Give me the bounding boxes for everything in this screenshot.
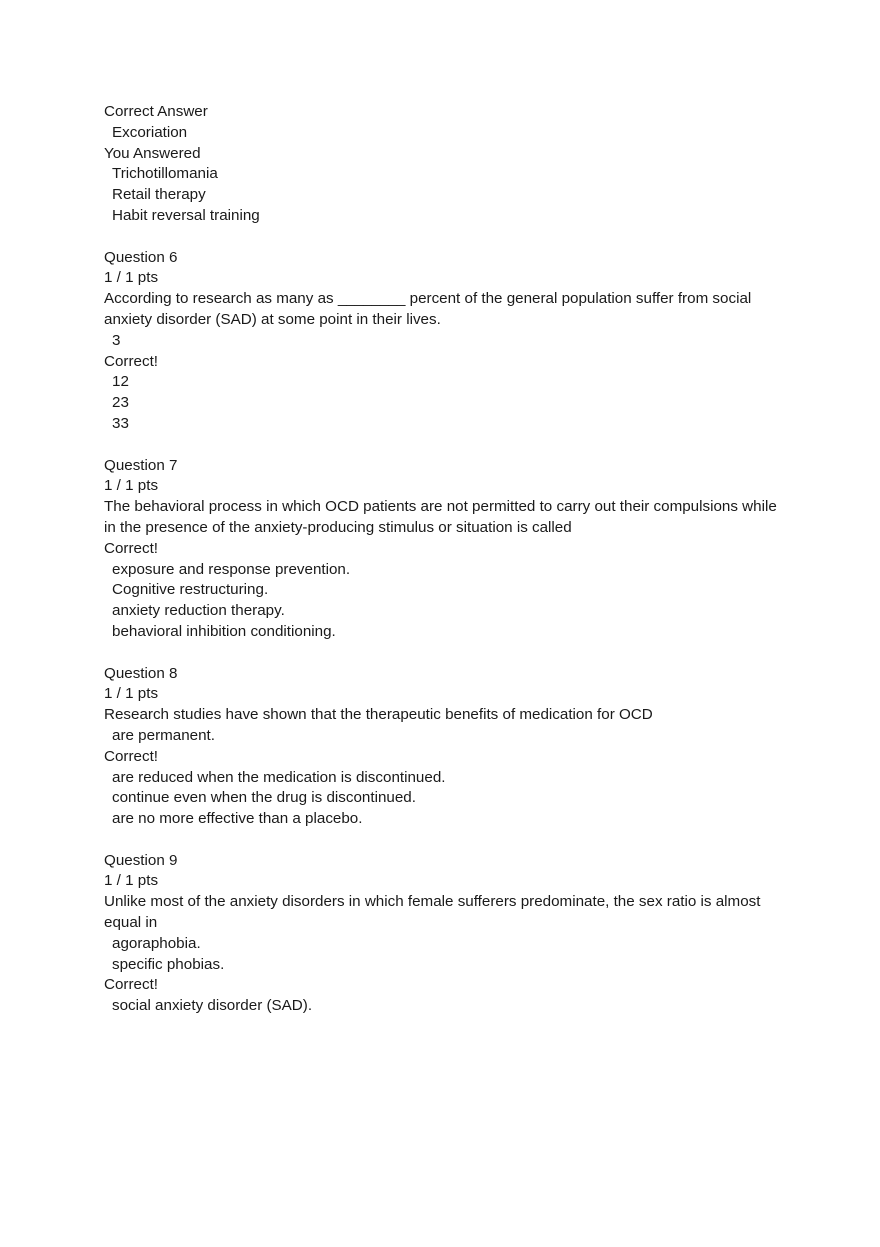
correct-label: Correct! [104,976,159,994]
answer-option-correct: exposure and response prevention. [112,560,351,578]
question-7 [104,456,784,643]
correct-label: Correct! [104,539,159,557]
answer-option: agoraphobia. [112,934,201,952]
answer-option: continue even when the drug is discontinued. [112,789,416,807]
quiz-document [104,102,784,1017]
answer-option: Cognitive restructuring. [112,581,269,599]
you-answered-label: You Answered [104,144,201,162]
question-8 [104,664,784,830]
answer-option: anxiety reduction therapy. [112,602,285,620]
question-prompt: Unlike most of the anxiety disorders in which female sufferers predominate, the sex ratio is almost equal in [104,893,761,932]
answer-option: Retail therapy [112,186,206,204]
question-score: 1 / 1 pts [104,685,159,703]
answer-option: 33 [112,414,129,432]
question-6 [104,248,784,435]
question-score: 1 / 1 pts [104,872,159,890]
answer-option: are no more effective than a placebo. [112,810,363,828]
question-prompt: Research studies have shown that the therapeutic benefits of medication for OCD [104,706,653,724]
answer-option-correct: 12 [112,373,129,391]
question-score: 1 / 1 pts [104,269,159,287]
answer-option: are permanent. [112,726,215,744]
question-title: Question 9 [104,851,178,869]
answer-option-correct: social anxiety disorder (SAD). [112,997,313,1015]
answer-option: 3 [112,331,121,349]
question-title: Question 6 [104,248,178,266]
answer-option: 23 [112,394,129,412]
question-prompt: According to research as many as ________ percent of the general population suffer from social anxiety disorder (SAD) at some point in their lives. [104,290,752,328]
answer-option: behavioral inhibition conditioning. [112,622,336,640]
question-title: Question 8 [104,664,178,682]
correct-answer-label: Correct Answer [104,103,208,120]
question-score: 1 / 1 pts [104,477,159,495]
answer-option: specific phobias. [112,955,225,973]
question-prompt: The behavioral process in which OCD patients are not permitted to carry out their compulsions while in the presence of the anxiety-producing stimulus or situation is called [104,498,777,536]
question-9 [104,851,784,1017]
correct-answer-option: Excoriation [112,123,188,141]
correct-label: Correct! [104,747,159,765]
answer-option: Habit reversal training [112,206,260,224]
answer-option: Trichotillomania [112,165,218,183]
question-5-tail [104,102,784,227]
answer-option-correct: are reduced when the medication is discontinued. [112,768,446,786]
correct-label: Correct! [104,352,159,370]
question-title: Question 7 [104,456,178,474]
